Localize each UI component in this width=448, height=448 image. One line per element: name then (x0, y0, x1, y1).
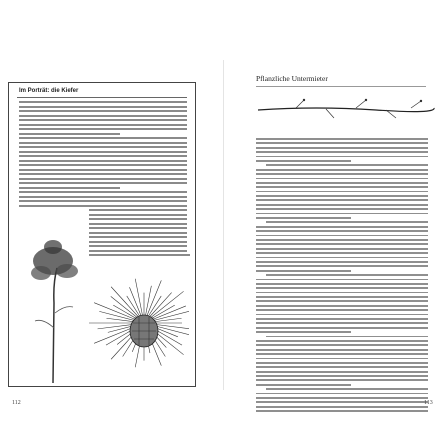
text-line (256, 279, 428, 281)
text-line (266, 221, 428, 223)
text-line (256, 371, 428, 373)
text-line (256, 265, 428, 267)
text-line (266, 164, 428, 166)
twig-illustration (256, 96, 436, 124)
text-line (89, 236, 187, 238)
text-line (256, 182, 428, 184)
text-line (256, 230, 428, 232)
text-line (19, 169, 187, 171)
pine-tree-illustration (23, 233, 83, 383)
text-line (19, 146, 187, 148)
text-line (19, 200, 187, 202)
text-line (89, 214, 187, 216)
text-line (19, 110, 187, 112)
text-line (256, 362, 428, 364)
text-line (19, 128, 187, 130)
book-gutter (223, 60, 224, 390)
text-line (256, 366, 428, 368)
text-line (256, 331, 351, 333)
pine-cone-illustration (89, 273, 189, 373)
text-line (19, 182, 187, 184)
text-line (19, 187, 120, 189)
text-line (256, 296, 428, 298)
text-line (256, 358, 428, 360)
text-line (256, 142, 428, 144)
text-line (256, 178, 428, 180)
text-line (19, 173, 187, 175)
text-line (19, 178, 187, 180)
text-line (266, 274, 428, 276)
text-line (256, 257, 428, 259)
text-line (256, 406, 428, 408)
text-line (89, 218, 187, 220)
text-line (256, 322, 428, 324)
text-line (256, 217, 351, 219)
text-line (256, 309, 428, 311)
text-line (256, 213, 428, 215)
text-line (89, 250, 187, 252)
text-line (89, 227, 187, 229)
text-line (19, 160, 187, 162)
box-heading-rule (17, 97, 187, 98)
text-line (256, 287, 428, 289)
box-heading: Im Porträt: die Kiefer (19, 88, 79, 94)
text-line (256, 235, 428, 237)
text-line (256, 327, 428, 329)
text-line (256, 138, 428, 140)
text-line (256, 204, 428, 206)
text-line (256, 344, 428, 346)
text-line (19, 155, 187, 157)
text-line (19, 124, 187, 126)
text-line (266, 336, 428, 338)
text-line (256, 379, 428, 381)
text-line (256, 160, 351, 162)
text-line (256, 239, 428, 241)
text-line (256, 349, 428, 351)
text-line (256, 199, 428, 201)
text-line (19, 191, 187, 193)
text-line (256, 401, 428, 403)
text-line (256, 252, 428, 254)
text-line (256, 156, 428, 158)
text-line (19, 205, 187, 207)
text-line (256, 226, 428, 228)
text-line (256, 305, 428, 307)
text-line (256, 397, 428, 399)
text-line (256, 147, 428, 149)
text-line (19, 133, 120, 135)
text-line (256, 283, 428, 285)
text-line (89, 232, 187, 234)
text-line (266, 388, 428, 390)
text-line (19, 164, 187, 166)
text-line (19, 196, 187, 198)
left-page-number: 112 (12, 400, 21, 406)
text-line (256, 292, 428, 294)
text-line (256, 208, 428, 210)
text-line (19, 142, 187, 144)
text-line (256, 261, 428, 263)
text-line (256, 173, 428, 175)
text-line (19, 106, 187, 108)
text-line (89, 245, 187, 247)
text-line (256, 243, 428, 245)
text-line (89, 223, 187, 225)
text-line (19, 115, 187, 117)
text-line (256, 384, 351, 386)
text-line (256, 270, 351, 272)
portrait-sidebar-box (8, 82, 196, 387)
text-line (256, 393, 428, 395)
text-line (19, 151, 187, 153)
text-line (256, 191, 428, 193)
text-line (89, 254, 190, 256)
text-line (19, 119, 187, 121)
text-line (256, 248, 428, 250)
text-line (256, 410, 428, 412)
text-line (256, 195, 428, 197)
right-page-number: 113 (424, 400, 433, 406)
text-line (256, 151, 428, 153)
text-line (89, 241, 187, 243)
text-line (256, 353, 428, 355)
text-line (256, 314, 428, 316)
text-line (256, 300, 428, 302)
chapter-title: Pflanzliche Untermieter (256, 74, 328, 83)
text-line (89, 209, 187, 211)
text-line (256, 169, 428, 171)
text-line (256, 186, 428, 188)
text-line (19, 101, 187, 103)
text-line (256, 340, 428, 342)
text-line (19, 137, 187, 139)
body-text-column (256, 138, 428, 415)
title-rule (256, 86, 426, 87)
text-line (256, 375, 428, 377)
text-line (256, 318, 428, 320)
